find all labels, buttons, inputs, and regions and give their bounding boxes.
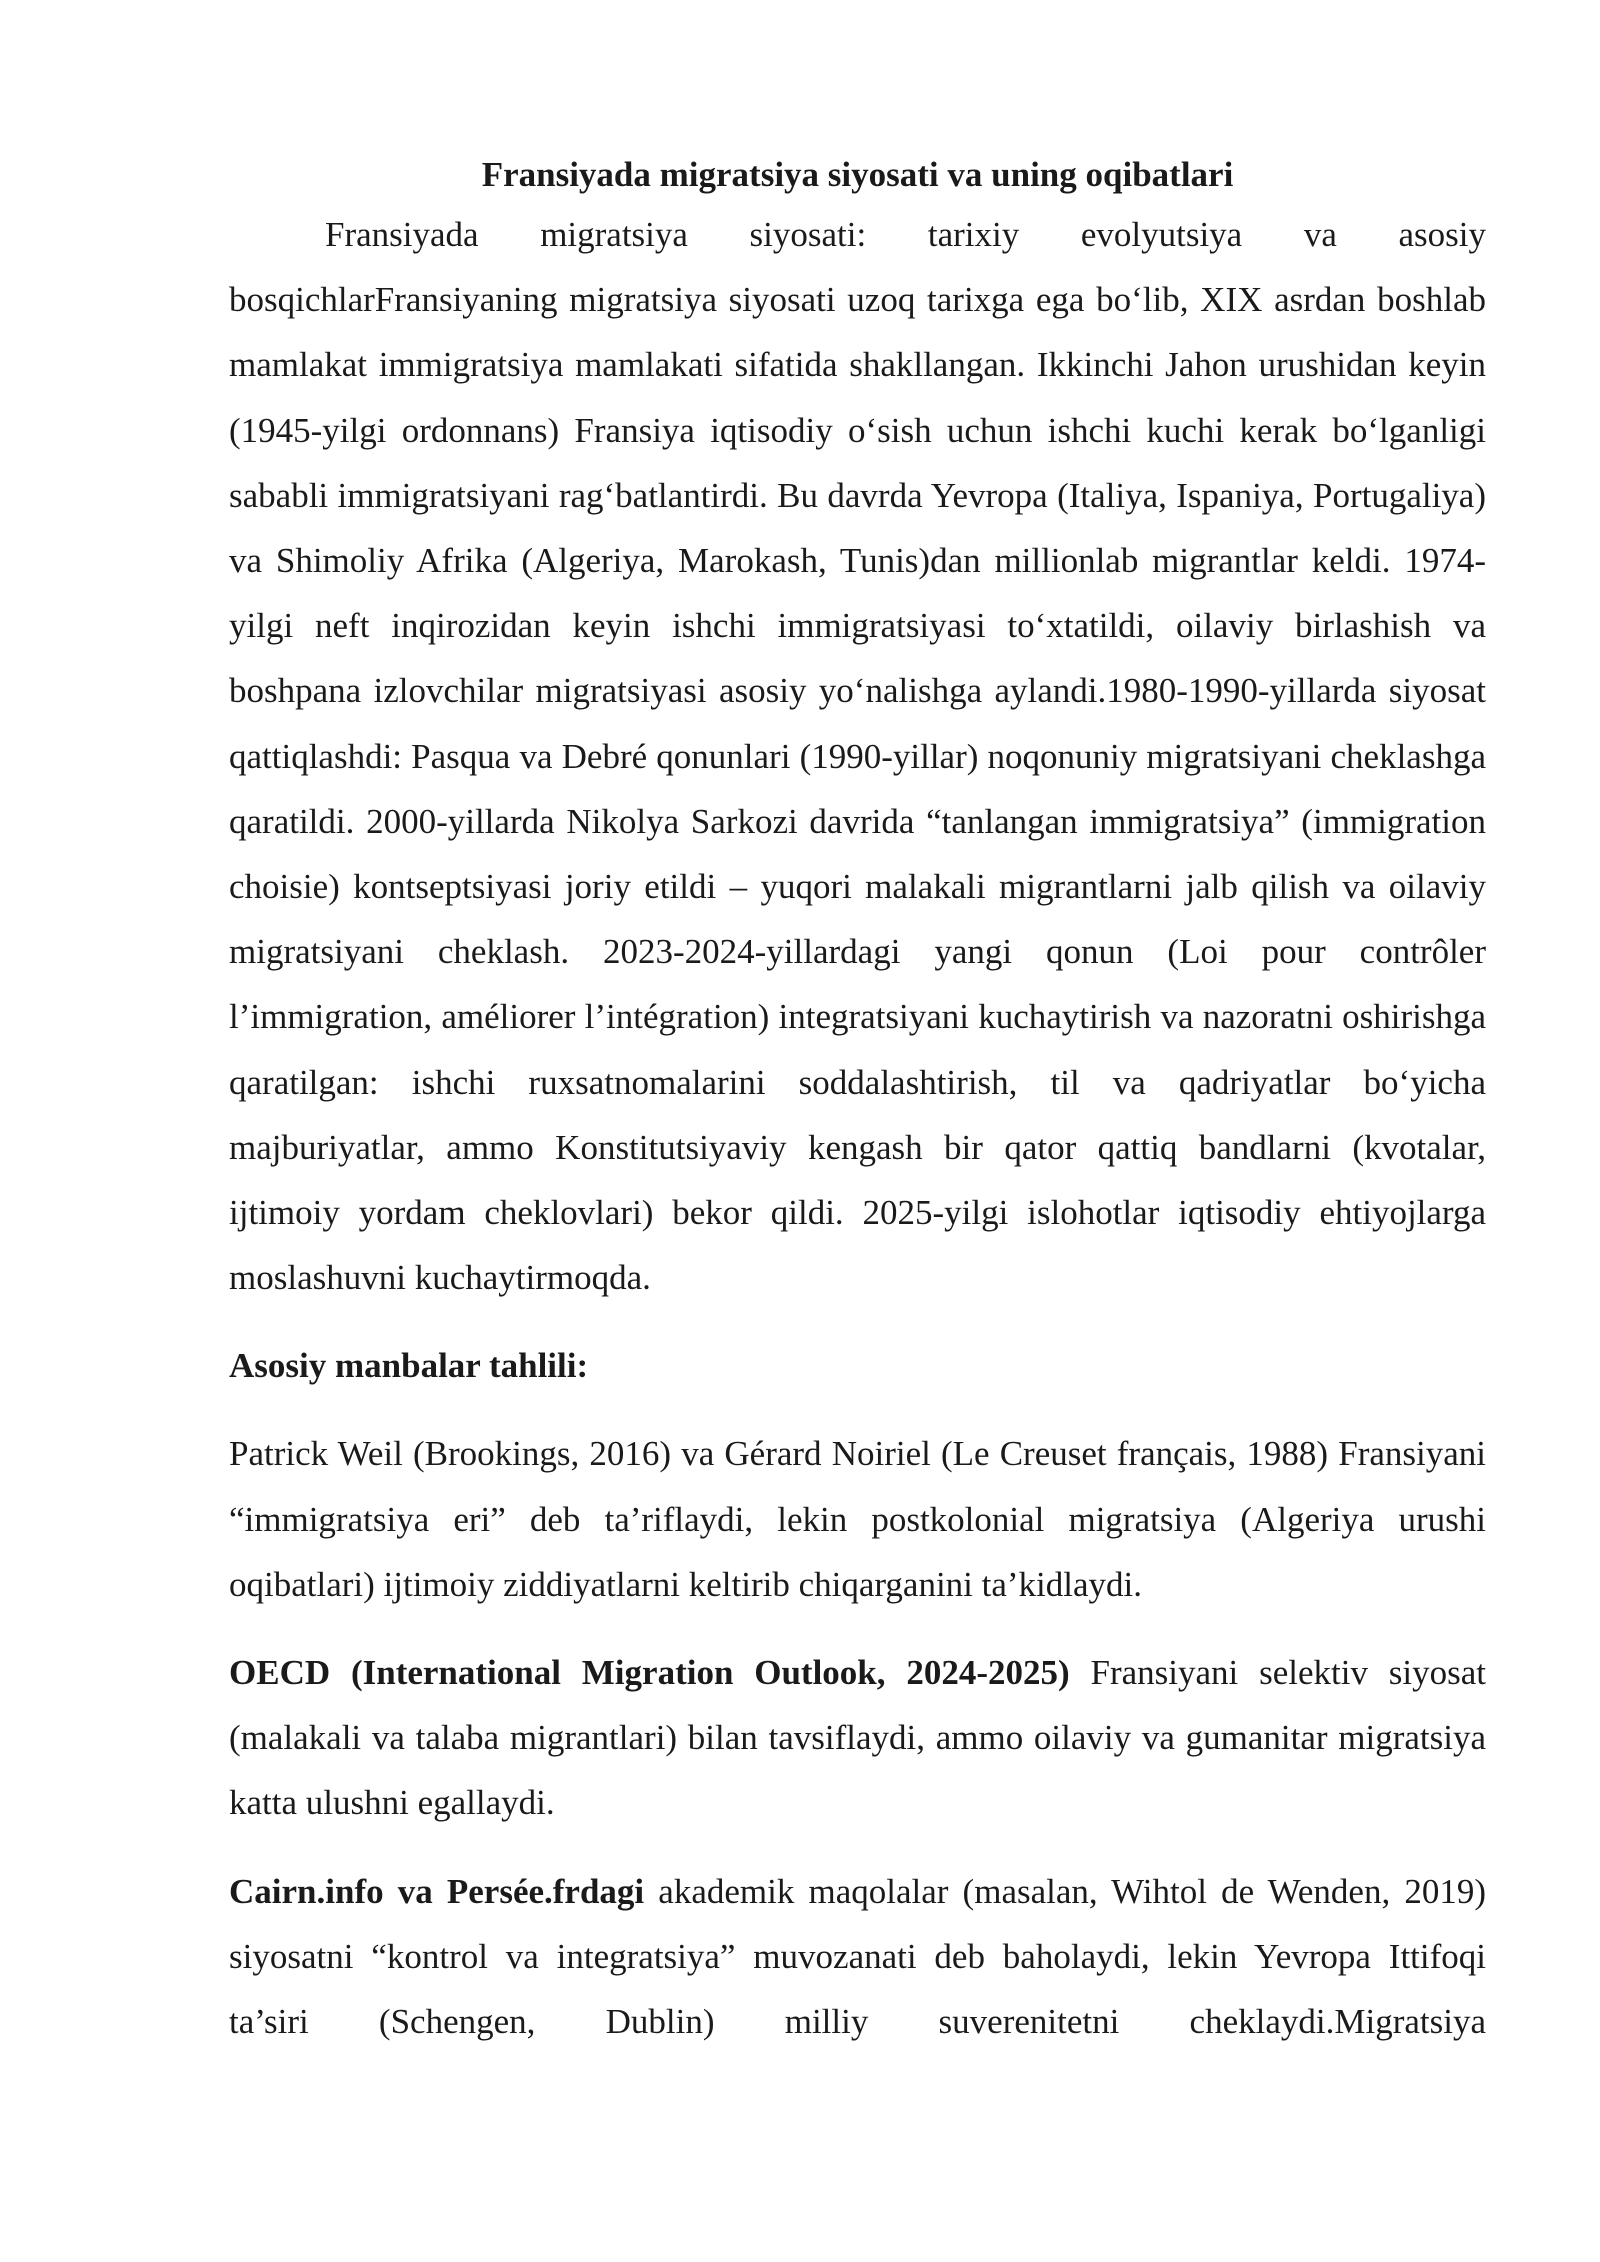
oecd-source-text: Fransiyani selektiv siyosat (malakali va talaba migrantlari) bilan tavsiflaydi, ammo oilaviy va gumanitar migratsiya katta ulushni egallaydi.: [229, 1653, 1486, 1823]
cairn-source-bold: Cairn.info va Persée.frdagi: [229, 1871, 645, 1911]
cairn-source-text: akademik maqolalar (masalan, Wihtol de Wenden, 2019) siyosatni “kontrol va integratsiya” muvozanati deb baholaydi, lekin Yevropa Ittifoqi ta’siri (Schengen, Dublin) milliy suverenitetni cheklaydi.Migratsiya: [229, 1871, 1486, 2042]
paragraph-cairn-persee: [229, 1859, 1486, 2055]
document-body: [229, 148, 1486, 2054]
paragraph-migration-history: Fransiyada migratsiya siyosati: tarixiy evolyutsiya va asosiy bosqichlarFransiyaning migratsiya siyosati uzoq tarixga ega bo‘lib, XIX asrdan boshlab mamlakat immigratsiya mamlakati sifatida shakllangan. Ikkinchi Jahon urushidan keyin (1945-yilgi ordonnans) Fransiya iqtisodiy o‘sish uchun ishchi kuchi kerak bo‘lganligi sababli immigratsiyani rag‘batlantirdi. Bu davrda Yevropa (Italiya, Ispaniya, Portugaliya) va Shimoliy Afrika (Algeriya, Marokash, Tunis)dan millionlab migrantlar keldi. 1974-yilgi neft inqirozidan keyin ishchi immigratsiyasi to‘xtatildi, oilaviy birlashish va boshpana izlovchilar migratsiyasi asosiy yo‘nalishga aylandi.1980-1990-yillarda siyosat qattiqlashdi: Pasqua va Debré qonunlari (1990-yillar) noqonuniy migratsiyani cheklashga qaratildi. 2000-yillarda Nikolya Sarkozi davrida “tanlangan immigratsiya” (immigration choisie) kontseptsiyasi joriy etildi – yuqori malakali migrantlarni jalb qilish va oilaviy migratsiyani cheklash. 2023-2024-yillardagi yangi qonun (Loi pour contrôler l’immigration, améliorer l’intégration) integratsiyani kuchaytirish va nazoratni oshirishga qaratilgan: ishchi ruxsatnomalarini soddalashtirish, til va qadriyatlar bo‘yicha majburiyatlar, ammo Konstitutsiyaviy kengash bir qator qattiq bandlarni (kvotalar, ijtimoiy yordam cheklovlari) bekor qildi. 2025-yilgi islohotlar iqtisodiy ehtiyojlarga moslashuvni kuchaytirmoqda.: [229, 215, 1486, 1298]
paragraph-oecd: [229, 1640, 1486, 1836]
document-title: Fransiyada migratsiya siyosati va uning oqibatlari: [481, 155, 1234, 194]
oecd-source-bold: OECD (International Migration Outlook, 2024-2025): [229, 1653, 1070, 1693]
heading-sources-analysis: Asosiy manbalar tahlili:: [229, 1346, 589, 1386]
paragraph-weil-noiriel: Patrick Weil (Brookings, 2016) va Gérard Noiriel (Le Creuset français, 1988) Fransiyani “immigratsiya eri” deb ta’riflaydi, lekin postkolonial migratsiya (Algeriya urushi oqibatlari) ijtimoiy ziddiyatlarni keltirib chiqarganini ta’kidlaydi.: [229, 1434, 1486, 1604]
